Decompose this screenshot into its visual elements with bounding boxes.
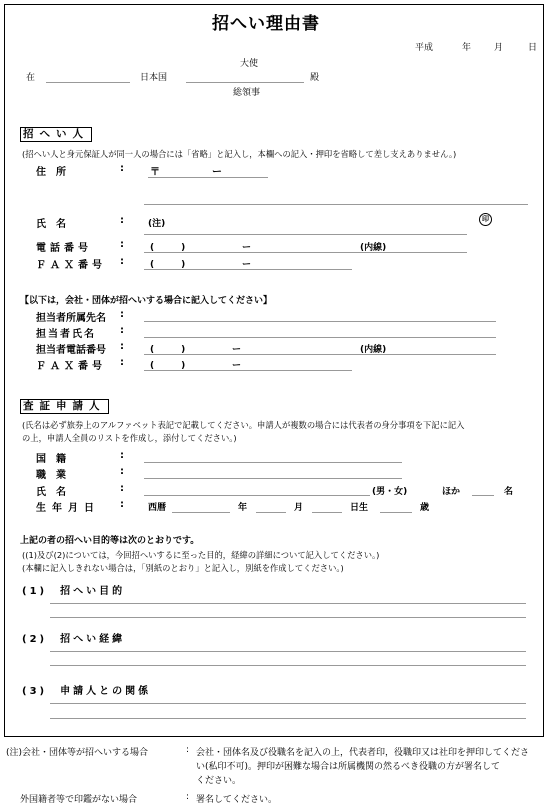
footnote-2-text: 署名してください。 — [196, 795, 278, 805]
age-field[interactable] — [380, 512, 412, 513]
birth-colon: : — [120, 499, 124, 510]
purpose-heading: 上記の者の招へい目的等は次のとおりです。 — [20, 536, 200, 546]
footnote-1-text-3: ください。 — [196, 776, 242, 786]
birth-label: 生年月日 — [36, 503, 100, 514]
birth-month-unit: 月 — [294, 503, 304, 513]
birth-day-field[interactable] — [312, 512, 342, 513]
inviter-address-field[interactable] — [144, 204, 528, 205]
applicant-heading: 査証申請人 — [20, 399, 109, 414]
inviter-phone-dash: ー — [242, 243, 252, 253]
country-label: 日本国 — [140, 73, 168, 83]
company-fax-colon: : — [120, 357, 124, 368]
embassy-location-field[interactable] — [46, 82, 130, 83]
inviter-note: (招へい人と身元保証人が同一人の場合には「省略」と記入し，本欄への記入・押印を省略して差し支えありません。) — [22, 149, 457, 159]
born-day-unit: 日生 — [350, 503, 369, 513]
nationality-label: 国 籍 — [36, 454, 66, 465]
company-dept-label: 担当者所属先名 — [36, 313, 106, 324]
birth-year-field[interactable] — [172, 512, 230, 513]
purpose-item-3: (3) 申請人との関係 — [22, 686, 152, 697]
consul-label: 総領事 — [233, 88, 261, 98]
company-person-label: 担当者氏名 — [36, 329, 96, 340]
inviter-name-colon: : — [120, 215, 124, 226]
company-phone-dash: ー — [232, 345, 242, 355]
inviter-fax-label: ＦＡＸ番号 — [36, 260, 106, 271]
inviter-fax-field[interactable] — [144, 269, 352, 270]
purpose-item-2-line-2[interactable] — [50, 665, 526, 666]
others-count-field[interactable] — [472, 495, 494, 496]
count-unit: 名 — [504, 487, 514, 497]
applicant-name-field[interactable] — [144, 495, 370, 496]
company-dept-field[interactable] — [144, 321, 496, 322]
applicant-name-colon: : — [120, 483, 124, 494]
inviter-address-colon: : — [120, 163, 124, 174]
company-phone-paren: ( ) — [150, 345, 186, 355]
age-unit: 歳 — [420, 503, 430, 513]
company-phone-ext: (内線) — [360, 345, 387, 355]
postal-code-field[interactable] — [148, 177, 268, 178]
company-fax-paren: ( ) — [150, 361, 186, 371]
company-fax-field[interactable] — [144, 370, 352, 371]
inviter-fax-paren: ( ) — [150, 260, 186, 270]
inviter-phone-colon: : — [120, 239, 124, 250]
inviter-name-note: (注) — [148, 219, 166, 229]
company-phone-label: 担当者電話番号 — [36, 345, 106, 356]
company-dept-colon: : — [120, 309, 124, 320]
postal-mark: 〒 — [150, 167, 160, 178]
date-month: 月 — [494, 43, 504, 53]
purpose-item-2-line-1[interactable] — [50, 651, 526, 652]
footnote-2-colon: : — [186, 792, 190, 802]
company-heading: 【以下は，会社・団体が招へいする場合に記入してください】 — [20, 296, 273, 306]
applicant-note-1: (氏名は必ず旅券上のアルファベット表記で記載してください。申請人が複数の場合には代表者の身分事項を下記に記入 — [22, 420, 465, 430]
purpose-item-3-line-1[interactable] — [50, 703, 526, 704]
purpose-note-1: ((1)及び(2)については，今回招へいするに至った目的，経緯の詳細について記入してください。) — [22, 550, 380, 560]
birth-month-field[interactable] — [256, 512, 286, 513]
occupation-field[interactable] — [144, 478, 402, 479]
purpose-note-2: (本欄に記入しきれない場合は，「別紙のとおり」と記入し，別紙を作成してください。) — [22, 563, 344, 573]
inviter-phone-label: 電話番号 — [36, 243, 92, 254]
footnote-1-text-2: い(私印不可)。押印が困難な場合は所属機関の然るべき役職の方が署名して — [196, 762, 501, 772]
company-person-colon: : — [120, 325, 124, 336]
inviter-address-label: 住 所 — [36, 167, 66, 178]
purpose-item-1: (1) 招へい目的 — [22, 586, 126, 597]
company-fax-dash: ー — [232, 361, 242, 371]
nationality-field[interactable] — [144, 462, 402, 463]
inviter-phone-field[interactable] — [144, 252, 467, 253]
purpose-item-2: (2) 招へい経緯 — [22, 634, 126, 645]
inviter-name-label: 氏 名 — [36, 219, 66, 230]
others-label: ほか — [442, 487, 461, 497]
company-phone-colon: : — [120, 341, 124, 352]
birth-year-unit: 年 — [238, 503, 248, 513]
footnote-1-text-1: 会社・団体名及び役職名を記入の上，代表者印，役職印又は社印を押印してくださ — [196, 748, 530, 758]
company-person-field[interactable] — [144, 337, 496, 338]
company-phone-field[interactable] — [144, 354, 496, 355]
inviter-heading: 招へい人 — [20, 127, 92, 142]
date-era: 平成 — [415, 43, 434, 53]
company-fax-label: ＦＡＸ番号 — [36, 361, 106, 372]
page-title: 招へい理由書 — [212, 14, 320, 34]
purpose-item-3-line-2[interactable] — [50, 718, 526, 719]
applicant-name-label: 氏 名 — [36, 487, 66, 498]
gender-select[interactable]: (男・女) — [372, 487, 408, 497]
inviter-phone-ext: (内線) — [360, 243, 387, 253]
seal-mark-icon: 印 — [479, 213, 492, 226]
seireki-label: 西暦 — [148, 503, 167, 513]
footnote-2-label: 外国籍者等で印鑑がない場合 — [20, 795, 138, 805]
inviter-name-field[interactable] — [144, 234, 467, 235]
nationality-colon: : — [120, 450, 124, 461]
honorific-label: 殿 — [310, 73, 320, 83]
date-year: 年 — [462, 43, 472, 53]
ambassador-label: 大使 — [240, 59, 259, 69]
occupation-colon: : — [120, 466, 124, 477]
inviter-phone-paren: ( ) — [150, 243, 186, 253]
footnote-1-label: (注)会社・団体等が招へいする場合 — [6, 748, 149, 758]
postal-dash: ー — [212, 167, 222, 178]
zai-label: 在 — [26, 73, 36, 83]
occupation-label: 職 業 — [36, 470, 66, 481]
date-day: 日 — [528, 43, 538, 53]
applicant-note-2: の上，申請人全員のリストを作成し，添付してください。) — [22, 433, 237, 443]
purpose-item-1-line-2[interactable] — [50, 617, 526, 618]
embassy-name-field[interactable] — [186, 82, 304, 83]
inviter-fax-dash: ー — [242, 260, 252, 270]
footnote-1-colon: : — [186, 745, 190, 755]
purpose-item-1-line-1[interactable] — [50, 603, 526, 604]
inviter-fax-colon: : — [120, 256, 124, 267]
